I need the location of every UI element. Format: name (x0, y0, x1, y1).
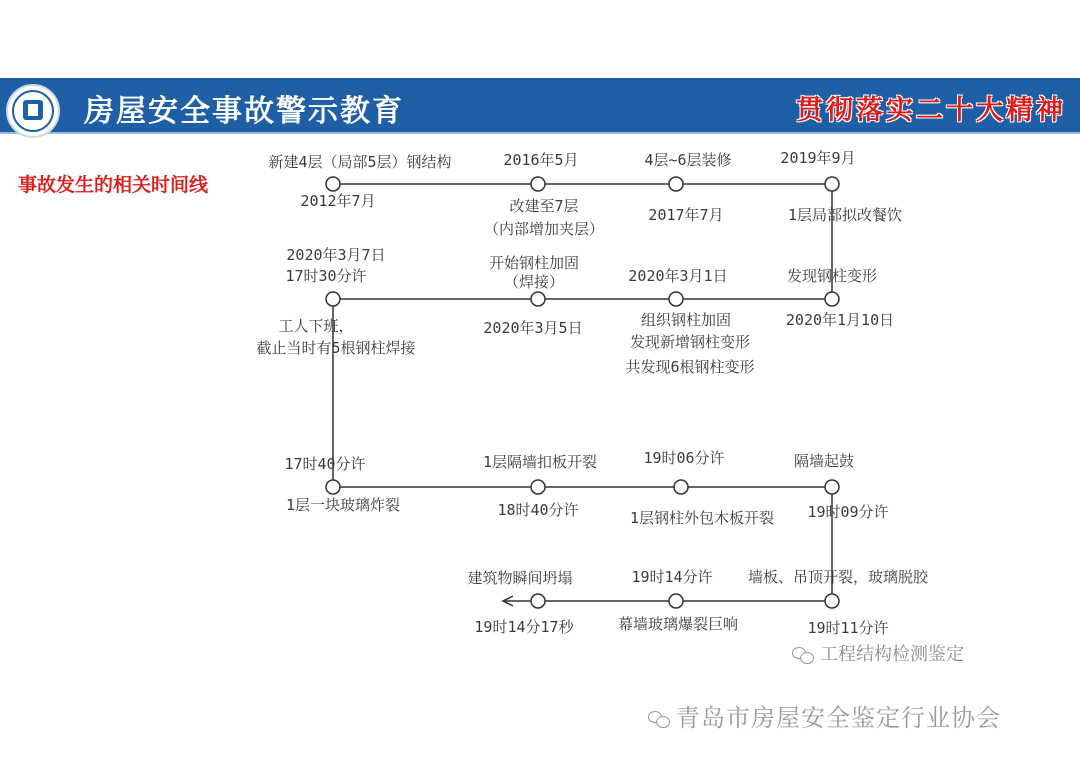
node-2012-07 (326, 177, 340, 191)
node-1740 (326, 480, 340, 494)
event-time: 19时14分许 (631, 568, 713, 586)
node-1914 (669, 594, 683, 608)
event-time: 19时14分17秒 (474, 618, 574, 636)
node-2020-03-01 (669, 292, 683, 306)
event-label: 1层一块玻璃炸裂 (285, 496, 401, 514)
event-date: 2020年3月1日 (628, 267, 728, 285)
node-1909 (825, 480, 839, 494)
event-label: 4层~6层装修 (644, 151, 732, 169)
wechat-icon (792, 647, 814, 663)
association-name: 青岛市房屋安全鉴定行业协会 (676, 704, 1001, 732)
event-label: 新建4层（局部5层）钢结构 (268, 153, 452, 171)
node-2020-03-05 (531, 292, 545, 306)
event-label: 1层局部拟改餐饮 (787, 206, 903, 224)
event-label: 1层隔墙扣板开裂 (482, 453, 598, 471)
node-1906 (674, 480, 688, 494)
node-2020-03-07 (326, 292, 340, 306)
node-191417 (531, 594, 545, 608)
event-date: 2020年3月5日 (483, 319, 583, 337)
event-label: 组织钢柱加固 (640, 311, 732, 329)
event-date: 2019年9月 (780, 149, 856, 167)
association-watermark (648, 698, 1001, 733)
event-date: 2020年1月10日 (785, 311, 895, 329)
event-time: 19时06分许 (643, 449, 725, 467)
slogan-text: 贯彻落实二十大精神 (796, 95, 1066, 126)
event-label: 幕墙玻璃爆裂巨响 (617, 615, 739, 633)
event-label: （焊接） (503, 273, 565, 291)
event-label: 改建至7层 (509, 197, 579, 215)
event-label: 共发现6根钢柱变形 (625, 358, 755, 376)
event-label: 发现新增钢柱变形 (629, 333, 751, 351)
page-title: 房屋安全事故警示教育 (84, 94, 404, 129)
event-date: 2017年7月 (648, 206, 724, 224)
event-time: 17时30分许 (285, 267, 367, 285)
event-label: 墙板、吊顶开裂，玻璃脱胶 (747, 568, 929, 586)
event-time: 18时40分许 (497, 501, 579, 519)
node-2017-07 (669, 177, 683, 191)
event-label: 隔墙起鼓 (793, 452, 855, 470)
event-label: 开始钢柱加固 (488, 254, 580, 272)
node-2016-05 (531, 177, 545, 191)
event-date: 2016年5月 (503, 151, 579, 169)
event-time: 17时40分许 (284, 455, 366, 473)
event-label: 发现钢柱变形 (786, 267, 878, 285)
event-label: 建筑物瞬间坍塌 (467, 569, 573, 587)
event-date: 2020年3月7日 (286, 246, 386, 264)
event-label: （内部增加夹层） (483, 220, 605, 238)
node-1840 (531, 480, 545, 494)
wechat-icon (648, 711, 670, 727)
node-1911 (825, 594, 839, 608)
event-label: 1层钢柱外包木板开裂 (629, 509, 775, 527)
section-title: 事故发生的相关时间线 (18, 174, 209, 196)
event-time: 19时11分许 (807, 619, 889, 637)
event-time: 19时09分许 (807, 503, 889, 521)
node-2020-01-10 (825, 292, 839, 306)
event-date: 2012年7月 (300, 192, 376, 210)
event-label: 截止当时有5根钢柱焊接 (256, 339, 416, 357)
account-watermark (792, 640, 964, 666)
node-2019-09 (825, 177, 839, 191)
event-label: 工人下班， (278, 317, 354, 335)
account-name: 工程结构检测鉴定 (820, 644, 964, 665)
